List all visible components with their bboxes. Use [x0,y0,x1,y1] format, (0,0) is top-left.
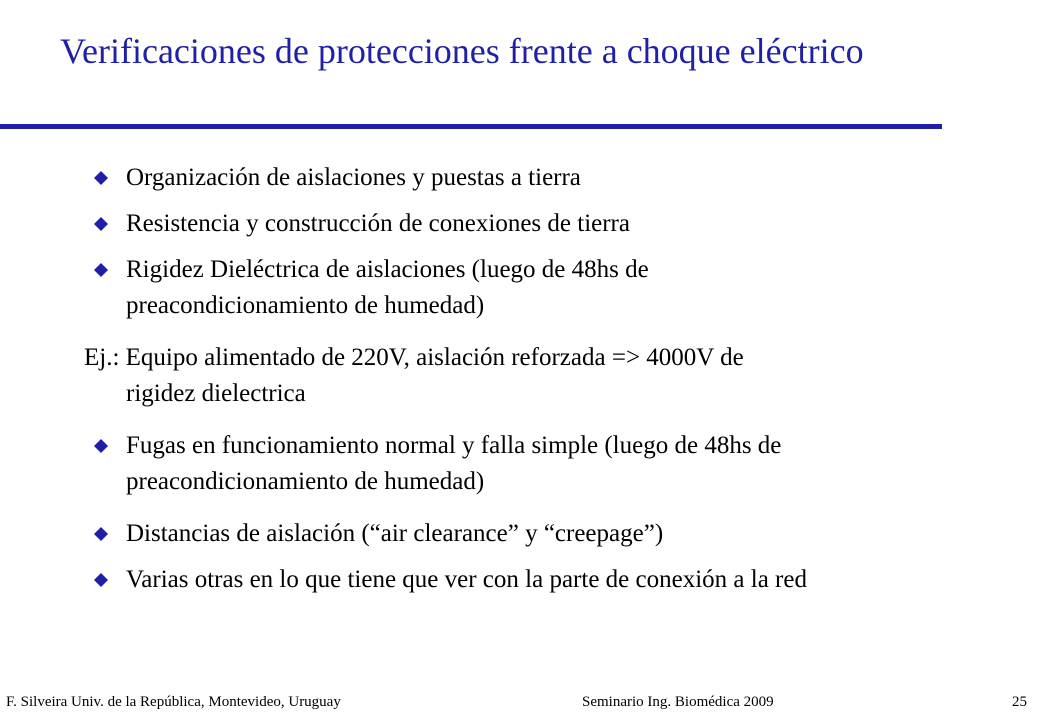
list-item-text: Distancias de aislación (“air clearance” y “creepage”) [126,520,664,547]
diamond-bullet-icon [94,573,108,587]
list-item-text: Fugas en funcionamiento normal y falla simple (luego de 48hs de preacondicionamiento de humedad) [126,432,782,495]
example-line-2: rigidez dielectrica [126,380,306,407]
title-underline [0,124,942,129]
diamond-bullet-icon [94,171,108,185]
diamond-bullet-icon [94,263,108,277]
list-item-text: Varias otras en lo que tiene que ver con la parte de conexión a la red [126,566,807,593]
list-item-text: Organización de aislaciones y puestas a tierra [126,164,581,191]
page-number: 25 [1012,694,1027,710]
footer-author: F. Silveira Univ. de la República, Montevideo, Uruguay [6,694,341,710]
diamond-bullet-icon [94,439,108,453]
slide-title: Verificaciones de protecciones frente a choque eléctrico [60,31,864,71]
list-item-text: Rigidez Dieléctrica de aislaciones (luego de 48hs de preacondicionamiento de humedad) [126,256,649,319]
list-item-text: Resistencia y construcción de conexiones de tierra [126,210,630,237]
diamond-bullet-icon [94,217,108,231]
example-line-1: Ej.: Equipo alimentado de 220V, aislación reforzada => 4000V de [84,344,744,371]
diamond-bullet-icon [94,527,108,541]
example-text [84,340,964,412]
footer-event: Seminario Ing. Biomédica 2009 [582,694,774,710]
